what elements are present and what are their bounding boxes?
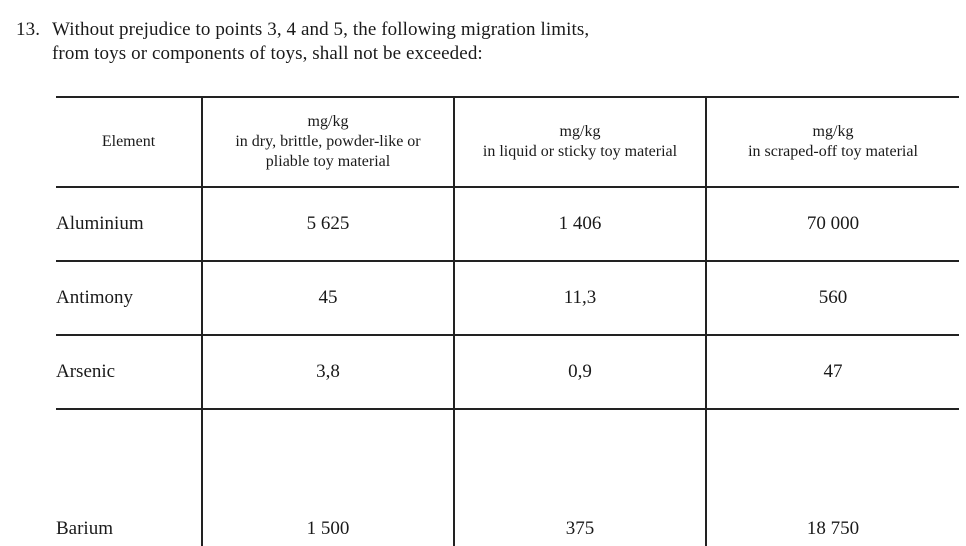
migration-limits-table: [56, 96, 959, 546]
intro-line-1: [16, 18, 589, 42]
header-dry-line-2: pliable toy material: [265, 153, 391, 170]
header-scraped: [706, 97, 959, 187]
cell-scraped: 47: [706, 335, 959, 409]
header-liquid: [454, 97, 706, 187]
cell-liquid: 11,3: [454, 261, 706, 335]
cell-element: Aluminium: [56, 213, 144, 234]
cell-scraped: 70 000: [706, 187, 959, 261]
intro-text-line-2: from toys or components of toys, shall not be exceeded:: [52, 43, 483, 64]
header-dry-unit: mg/kg: [307, 113, 349, 130]
item-number: 13.: [16, 19, 41, 40]
cell-element: Barium: [56, 518, 113, 539]
header-dry: [202, 97, 454, 187]
table-row: [56, 335, 959, 409]
header-liquid-unit: mg/kg: [559, 123, 601, 140]
cell-element: Antimony: [56, 287, 134, 308]
cell-liquid: 375: [454, 409, 706, 546]
cell-element: Arsenic: [56, 361, 116, 382]
table-row: [56, 261, 959, 335]
cell-dry: 5 625: [202, 187, 454, 261]
table-row: [56, 187, 959, 261]
header-liquid-line-1: in liquid or sticky toy material: [482, 143, 678, 160]
intro-paragraph: [16, 18, 589, 66]
cell-scraped: 560: [706, 261, 959, 335]
header-element: Element: [101, 133, 156, 150]
table-row: [56, 409, 959, 546]
cell-dry: 1 500: [202, 409, 454, 546]
header-scraped-line-1: in scraped-off toy material: [748, 143, 918, 160]
table-header-row: [56, 97, 959, 187]
header-dry-line-1: in dry, brittle, powder-like or: [235, 133, 421, 150]
cell-liquid: 1 406: [454, 187, 706, 261]
cell-liquid: 0,9: [454, 335, 706, 409]
header-scraped-unit: mg/kg: [812, 123, 854, 140]
intro-text-line-1: Without prejudice to points 3, 4 and 5, the following migration limits,: [52, 19, 590, 40]
cell-dry: 3,8: [202, 335, 454, 409]
cell-dry: 45: [202, 261, 454, 335]
cell-scraped: 18 750: [706, 409, 959, 546]
